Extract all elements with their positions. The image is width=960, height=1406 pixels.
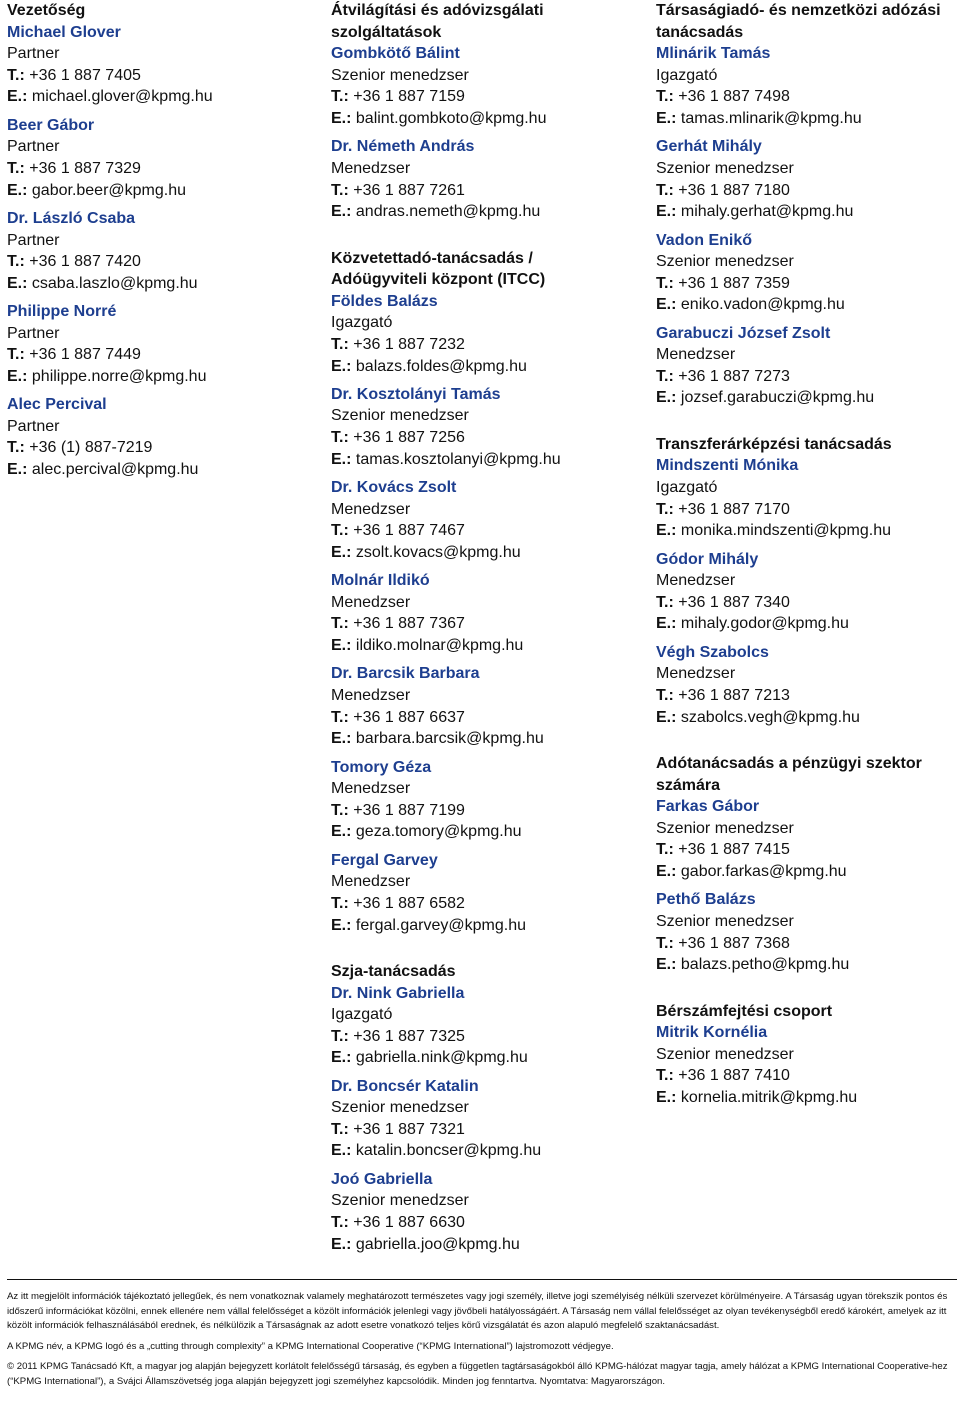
section-spacer xyxy=(656,983,956,1001)
contact-name: Dr. Barcsik Barbara xyxy=(331,665,480,683)
email-label: E.: xyxy=(7,274,28,292)
contact-entry xyxy=(656,642,956,728)
contact-section xyxy=(331,0,631,223)
email-label: E.: xyxy=(656,203,677,221)
contact-name: Dr. Boncsér Katalin xyxy=(331,1077,479,1095)
contact-role: Menedzser xyxy=(331,500,411,518)
contact-name: Pethő Balázs xyxy=(656,891,756,909)
contact-name: Michael Glover xyxy=(7,23,121,41)
contact-entry xyxy=(331,291,631,377)
contact-name: Végh Szabolcs xyxy=(656,643,769,661)
phone-label: T.: xyxy=(656,934,674,952)
contact-email-line xyxy=(331,1140,631,1162)
contact-name: Földes Balázs xyxy=(331,292,438,310)
contact-email-line xyxy=(656,108,956,130)
contact-email-line xyxy=(656,294,956,316)
contact-role: Igazgató xyxy=(331,1006,393,1024)
contact-phone-line xyxy=(331,893,631,915)
contact-phone[interactable]: +36 1 887 7368 xyxy=(673,934,790,952)
contact-entry xyxy=(331,757,631,843)
contact-role: Menedzser xyxy=(331,159,411,177)
contact-phone[interactable]: +36 1 887 7467 xyxy=(348,522,465,540)
phone-label: T.: xyxy=(331,522,349,540)
contact-phone-line xyxy=(331,707,631,729)
contact-phone-line xyxy=(7,344,307,366)
contact-phone[interactable]: +36 1 887 7340 xyxy=(673,593,790,611)
contact-email[interactable]: gabor.beer@kpmg.hu xyxy=(27,181,187,199)
phone-label: T.: xyxy=(7,439,25,457)
contact-entry xyxy=(656,43,956,129)
phone-label: T.: xyxy=(656,500,674,518)
email-label: E.: xyxy=(7,181,28,199)
contact-email-line xyxy=(331,108,631,130)
contact-role: Menedzser xyxy=(656,665,736,683)
contact-role: Szenior menedzser xyxy=(331,66,469,84)
contact-entry xyxy=(7,22,307,108)
contact-entry xyxy=(331,1169,631,1255)
contact-name: Mindszenti Mónika xyxy=(656,457,799,475)
contact-role: Partner xyxy=(7,324,60,342)
contact-entry xyxy=(7,208,307,294)
contact-name: Philippe Norré xyxy=(7,303,117,321)
contact-role: Menedzser xyxy=(331,687,411,704)
contact-name: Gódor Mihály xyxy=(656,550,759,568)
contact-email-line xyxy=(656,520,956,542)
phone-label: T.: xyxy=(656,593,674,611)
phone-label: T.: xyxy=(331,1027,349,1045)
contact-name: Dr. Kosztolányi Tamás xyxy=(331,385,501,403)
column-1 xyxy=(7,0,307,487)
contact-name: Dr. Németh András xyxy=(331,138,475,156)
contact-email[interactable]: michael.glover@kpmg.hu xyxy=(27,88,213,106)
contact-entry xyxy=(331,850,631,936)
contact-email[interactable]: balint.gombkoto@kpmg.hu xyxy=(351,109,547,127)
contact-phone[interactable]: +36 1 887 7180 xyxy=(673,181,790,199)
contact-email[interactable]: tamas.kosztolanyi@kpmg.hu xyxy=(351,450,561,468)
phone-label: T.: xyxy=(656,687,674,704)
contact-email[interactable]: balazs.petho@kpmg.hu xyxy=(676,956,850,974)
contact-email[interactable]: barbara.barcsik@kpmg.hu xyxy=(351,730,544,748)
contact-name: Fergal Garvey xyxy=(331,851,438,869)
contact-email[interactable]: szabolcs.vegh@kpmg.hu xyxy=(676,708,860,726)
contact-entry xyxy=(656,455,956,541)
contact-email-line xyxy=(656,1087,956,1109)
contact-phone-line xyxy=(331,86,631,108)
contact-email[interactable]: gabor.farkas@kpmg.hu xyxy=(676,862,847,880)
contact-name: Dr. László Csaba xyxy=(7,209,136,227)
contact-phone[interactable]: +36 1 887 7449 xyxy=(24,346,141,364)
contact-email-line xyxy=(656,387,956,409)
phone-label: T.: xyxy=(7,66,25,84)
email-label: E.: xyxy=(656,615,677,633)
contact-email[interactable]: fergal.garvey@kpmg.hu xyxy=(351,916,526,934)
contact-phone[interactable]: +36 1 887 6582 xyxy=(348,894,465,912)
contact-phone-line xyxy=(7,65,307,87)
email-label: E.: xyxy=(331,543,352,561)
contact-email[interactable]: mihaly.godor@kpmg.hu xyxy=(676,615,849,633)
contact-email[interactable]: katalin.boncser@kpmg.hu xyxy=(351,1142,542,1160)
contact-entry xyxy=(331,663,631,749)
contact-role: Szenior menedzser xyxy=(331,1192,469,1210)
contact-role: Szenior menedzser xyxy=(656,159,794,177)
contact-entry xyxy=(7,115,307,201)
contact-role: Menedzser xyxy=(331,780,411,798)
contact-phone-line xyxy=(331,613,631,635)
contact-name: Vadon Enikő xyxy=(656,231,753,249)
phone-label: T.: xyxy=(331,615,349,633)
contact-email-line xyxy=(7,86,307,108)
contact-phone-line xyxy=(331,800,631,822)
phone-label: T.: xyxy=(7,253,25,271)
contact-email[interactable]: gabriella.joo@kpmg.hu xyxy=(351,1235,520,1253)
contact-phone-line xyxy=(331,180,631,202)
contact-email-line xyxy=(331,915,631,937)
phone-label: T.: xyxy=(656,88,674,106)
phone-label: T.: xyxy=(656,1067,674,1085)
email-label: E.: xyxy=(656,296,677,314)
email-label: E.: xyxy=(331,1049,352,1067)
email-label: E.: xyxy=(331,637,352,655)
contact-role: Menedzser xyxy=(331,593,411,611)
contact-phone[interactable]: +36 1 887 7321 xyxy=(348,1120,465,1138)
contact-role: Szenior menedzser xyxy=(331,407,469,425)
contact-entry xyxy=(331,983,631,1069)
section-title: Közvetettadó-tanácsadás / Adóügyviteli központ (ITCC) xyxy=(331,249,546,289)
contact-email[interactable]: geza.tomory@kpmg.hu xyxy=(351,823,522,841)
contact-phone-line xyxy=(331,427,631,449)
contact-role: Szenior menedzser xyxy=(331,1099,469,1117)
contact-role: Igazgató xyxy=(656,66,718,84)
section-title: Transzferárképzési tanácsadás xyxy=(656,435,892,453)
contact-role: Partner xyxy=(7,138,60,156)
contact-phone[interactable]: +36 1 887 7159 xyxy=(348,88,465,106)
contact-name: Dr. Nink Gabriella xyxy=(331,984,465,1002)
contact-email[interactable]: andras.nemeth@kpmg.hu xyxy=(351,203,541,221)
contact-entry xyxy=(656,796,956,882)
email-label: E.: xyxy=(656,389,677,407)
contact-phone[interactable]: +36 1 887 7170 xyxy=(673,500,790,518)
email-label: E.: xyxy=(331,109,352,127)
email-label: E.: xyxy=(656,1088,677,1106)
phone-label: T.: xyxy=(656,274,674,292)
contact-role: Menedzser xyxy=(331,873,411,891)
contact-email[interactable]: philippe.norre@kpmg.hu xyxy=(27,367,207,385)
phone-label: T.: xyxy=(331,88,349,106)
contact-phone-line xyxy=(331,520,631,542)
contact-email[interactable]: zsolt.kovacs@kpmg.hu xyxy=(351,543,521,561)
contact-phone-line xyxy=(331,1026,631,1048)
contact-phone[interactable]: +36 1 887 6630 xyxy=(348,1214,465,1232)
trademark-text: A KPMG név, a KPMG logó és a „cutting through complexity” a KPMG International Cooperative (“KPMG International”) lajstromozott védjegye. xyxy=(7,1340,614,1352)
contact-phone[interactable]: +36 (1) 887-7219 xyxy=(24,439,153,457)
section-title: Adótanácsadás a pénzügyi szektor számára xyxy=(656,754,922,794)
contact-email-line xyxy=(331,542,631,564)
contact-email[interactable]: kornelia.mitrik@kpmg.hu xyxy=(676,1088,858,1106)
phone-label: T.: xyxy=(331,1214,349,1232)
contact-phone[interactable]: +36 1 887 7367 xyxy=(348,615,465,633)
section-spacer xyxy=(656,735,956,753)
contact-email-line xyxy=(7,366,307,388)
contact-email-line xyxy=(656,707,956,729)
contact-section xyxy=(656,416,956,728)
contact-email-line xyxy=(331,728,631,750)
contact-phone-line xyxy=(656,592,956,614)
contact-role: Partner xyxy=(7,45,60,63)
phone-label: T.: xyxy=(331,708,349,726)
contact-entry xyxy=(331,136,631,222)
contact-email[interactable]: ildiko.molnar@kpmg.hu xyxy=(351,637,524,655)
contact-entry xyxy=(656,889,956,975)
contact-email[interactable]: gabriella.nink@kpmg.hu xyxy=(351,1049,528,1067)
contact-name: Farkas Gábor xyxy=(656,798,760,816)
phone-label: T.: xyxy=(331,894,349,912)
contact-email[interactable]: mihaly.gerhat@kpmg.hu xyxy=(676,203,854,221)
section-title: Vezetőség xyxy=(7,2,86,19)
contact-section xyxy=(656,735,956,976)
phone-label: T.: xyxy=(331,181,349,199)
contact-email-line xyxy=(331,1234,631,1256)
contact-email-line xyxy=(656,954,956,976)
contact-name: Gerhát Mihály xyxy=(656,138,762,156)
email-label: E.: xyxy=(331,450,352,468)
contact-phone-line xyxy=(656,933,956,955)
email-label: E.: xyxy=(656,109,677,127)
section-spacer xyxy=(331,943,631,961)
phone-label: T.: xyxy=(656,841,674,859)
contact-entry xyxy=(331,477,631,563)
phone-label: T.: xyxy=(7,159,25,177)
contact-email-line xyxy=(656,861,956,883)
contact-email-line xyxy=(331,356,631,378)
phone-label: T.: xyxy=(331,335,349,353)
contact-phone-line xyxy=(331,1119,631,1141)
section-title: Bérszámfejtési csoport xyxy=(656,1002,833,1020)
contact-phone-line xyxy=(656,1065,956,1087)
contact-email-line xyxy=(7,459,307,481)
contact-phone-line xyxy=(656,839,956,861)
email-label: E.: xyxy=(331,357,352,375)
contact-phone-line xyxy=(656,180,956,202)
contact-phone-line xyxy=(656,273,956,295)
contact-name: Beer Gábor xyxy=(7,116,95,134)
contact-phone[interactable]: +36 1 887 7410 xyxy=(673,1067,790,1085)
column-3 xyxy=(656,0,956,1115)
contact-name: Joó Gabriella xyxy=(331,1170,433,1188)
contact-phone[interactable]: +36 1 887 7273 xyxy=(673,367,790,385)
copyright-text: © 2011 KPMG Tanácsadó Kft, a magyar jog alapján bejegyzett korlátolt felelősségű társaság, és egyben a független tagtársaságokból álló KPMG-hálózat magyar tagja, amely hálózat a KPMG International Cooperative-hez (“KPMG International”), a Svájci Államszövetség joga alapján bejegyzett jogi személyhez kapcsolódik. Minden jog fenntartva. Nyomtatva: Magyarországon. xyxy=(7,1361,948,1387)
contact-phone[interactable]: +36 1 887 7256 xyxy=(348,429,465,447)
contact-section xyxy=(7,0,307,481)
contact-email[interactable]: eniko.vadon@kpmg.hu xyxy=(676,296,845,314)
contact-entry xyxy=(331,384,631,470)
phone-label: T.: xyxy=(331,1120,349,1138)
contact-role: Partner xyxy=(7,417,60,435)
phone-label: T.: xyxy=(656,181,674,199)
contact-name: Mitrik Kornélia xyxy=(656,1024,768,1042)
contact-email-line xyxy=(331,821,631,843)
contact-email-line xyxy=(7,273,307,295)
email-label: E.: xyxy=(331,730,352,748)
email-label: E.: xyxy=(656,708,677,726)
disclaimer-text: Az itt megjelölt információk tájékoztató jellegűek, és nem vonatkoznak valamely meghatározott természetes vagy jogi személy, illetve jogi személyiség nélküli szervezet körülményeire. A Társaság ugyan törekszik pontos és időszerű információkat közölni, ennek ellenére nem vállal felelősséget a közölt információk jelenlegi vagy jövőbeli hatályosságáért. A Társaság nem vállal felelősséget az olyan tevékenységből eredő károkért, amelyek az itt közölt információk felhasználásából erednek, és nélkülözik a Társaságnak az adott esetre vonatkozó teljes körű vizsgálatát és azon alapuló megfelelő szaktanácsadást. xyxy=(7,1291,948,1331)
contact-entry xyxy=(656,136,956,222)
email-label: E.: xyxy=(7,367,28,385)
email-label: E.: xyxy=(331,1142,352,1160)
contact-entry xyxy=(656,549,956,635)
contact-entry xyxy=(656,323,956,409)
section-spacer xyxy=(656,416,956,434)
contact-entry xyxy=(331,1076,631,1162)
contact-name: Garabuczi József Zsolt xyxy=(656,324,831,342)
phone-label: T.: xyxy=(7,346,25,364)
email-label: E.: xyxy=(7,461,28,479)
contact-phone[interactable]: +36 1 887 7232 xyxy=(348,335,465,353)
contact-email[interactable]: csaba.laszlo@kpmg.hu xyxy=(27,274,198,292)
contact-name: Dr. Kovács Zsolt xyxy=(331,479,457,497)
email-label: E.: xyxy=(331,916,352,934)
contact-phone[interactable]: +36 1 887 7359 xyxy=(673,274,790,292)
contact-phone[interactable]: +36 1 887 6637 xyxy=(348,708,465,726)
contact-email[interactable]: monika.mindszenti@kpmg.hu xyxy=(676,522,892,540)
contact-section xyxy=(331,943,631,1255)
contact-phone[interactable]: +36 1 887 7329 xyxy=(24,159,141,177)
contact-email[interactable]: alec.percival@kpmg.hu xyxy=(27,461,199,479)
contact-role: Menedzser xyxy=(656,346,736,364)
contact-role: Igazgató xyxy=(331,314,393,332)
contact-phone-line xyxy=(656,86,956,108)
contact-phone[interactable]: +36 1 887 7420 xyxy=(24,253,141,271)
contact-role: Szenior menedzser xyxy=(656,912,794,930)
contact-name: Mlinárik Tamás xyxy=(656,45,771,63)
contact-email-line xyxy=(656,613,956,635)
contact-email-line xyxy=(331,201,631,223)
phone-label: T.: xyxy=(331,801,349,819)
disclaimer-footer xyxy=(7,1279,957,1389)
contact-phone-line xyxy=(656,366,956,388)
contact-phone-line xyxy=(331,334,631,356)
contact-email[interactable]: balazs.foldes@kpmg.hu xyxy=(351,357,527,375)
contact-role: Partner xyxy=(7,231,60,249)
contact-phone-line xyxy=(7,437,307,459)
contact-phone[interactable]: +36 1 887 7498 xyxy=(673,88,790,106)
contact-entry xyxy=(7,301,307,387)
email-label: E.: xyxy=(656,956,677,974)
contact-section xyxy=(656,983,956,1109)
contact-entry xyxy=(331,43,631,129)
email-label: E.: xyxy=(656,862,677,880)
column-2 xyxy=(331,0,631,1262)
contact-name: Alec Percival xyxy=(7,396,107,414)
contact-name: Tomory Géza xyxy=(331,758,432,776)
contact-email-line xyxy=(331,635,631,657)
contact-section xyxy=(331,230,631,937)
contact-entry xyxy=(656,1022,956,1108)
contact-role: Szenior menedzser xyxy=(656,253,794,271)
section-title: Átvilágítási és adóvizsgálati szolgáltatások xyxy=(331,2,544,41)
contact-email[interactable]: jozsef.garabuczi@kpmg.hu xyxy=(676,389,875,407)
email-label: E.: xyxy=(331,203,352,221)
contact-name: Molnár Ildikó xyxy=(331,572,430,590)
phone-label: T.: xyxy=(656,367,674,385)
contact-phone-line xyxy=(656,685,956,707)
contact-email[interactable]: tamas.mlinarik@kpmg.hu xyxy=(676,109,862,127)
contact-phone[interactable]: +36 1 887 7199 xyxy=(348,801,465,819)
contact-name: Gombkötő Bálint xyxy=(331,45,460,63)
contact-entry xyxy=(7,394,307,480)
contact-section xyxy=(656,0,956,409)
contact-email-line xyxy=(7,180,307,202)
contact-phone-line xyxy=(331,1212,631,1234)
contact-entry xyxy=(656,230,956,316)
contact-email-line xyxy=(656,201,956,223)
phone-label: T.: xyxy=(331,429,349,447)
contact-email-line xyxy=(331,1047,631,1069)
section-title: Társaságiadó- és nemzetközi adózási tanácsadás xyxy=(656,2,941,41)
email-label: E.: xyxy=(656,522,677,540)
email-label: E.: xyxy=(331,823,352,841)
contact-role: Szenior menedzser xyxy=(656,819,794,837)
email-label: E.: xyxy=(7,88,28,106)
contact-phone[interactable]: +36 1 887 7261 xyxy=(348,181,465,199)
email-label: E.: xyxy=(331,1235,352,1253)
contact-role: Igazgató xyxy=(656,479,718,497)
contact-role: Menedzser xyxy=(656,572,736,590)
contact-phone[interactable]: +36 1 887 7325 xyxy=(348,1027,465,1045)
contact-phone[interactable]: +36 1 887 7213 xyxy=(673,687,790,704)
contact-phone-line xyxy=(7,251,307,273)
contact-phone-line xyxy=(656,499,956,521)
contact-phone-line xyxy=(7,158,307,180)
contact-entry xyxy=(331,570,631,656)
contact-phone[interactable]: +36 1 887 7405 xyxy=(24,66,141,84)
section-spacer xyxy=(331,230,631,248)
section-title: Szja-tanácsadás xyxy=(331,962,456,980)
contact-role: Szenior menedzser xyxy=(656,1045,794,1063)
contact-email-line xyxy=(331,449,631,471)
contact-phone[interactable]: +36 1 887 7415 xyxy=(673,841,790,859)
